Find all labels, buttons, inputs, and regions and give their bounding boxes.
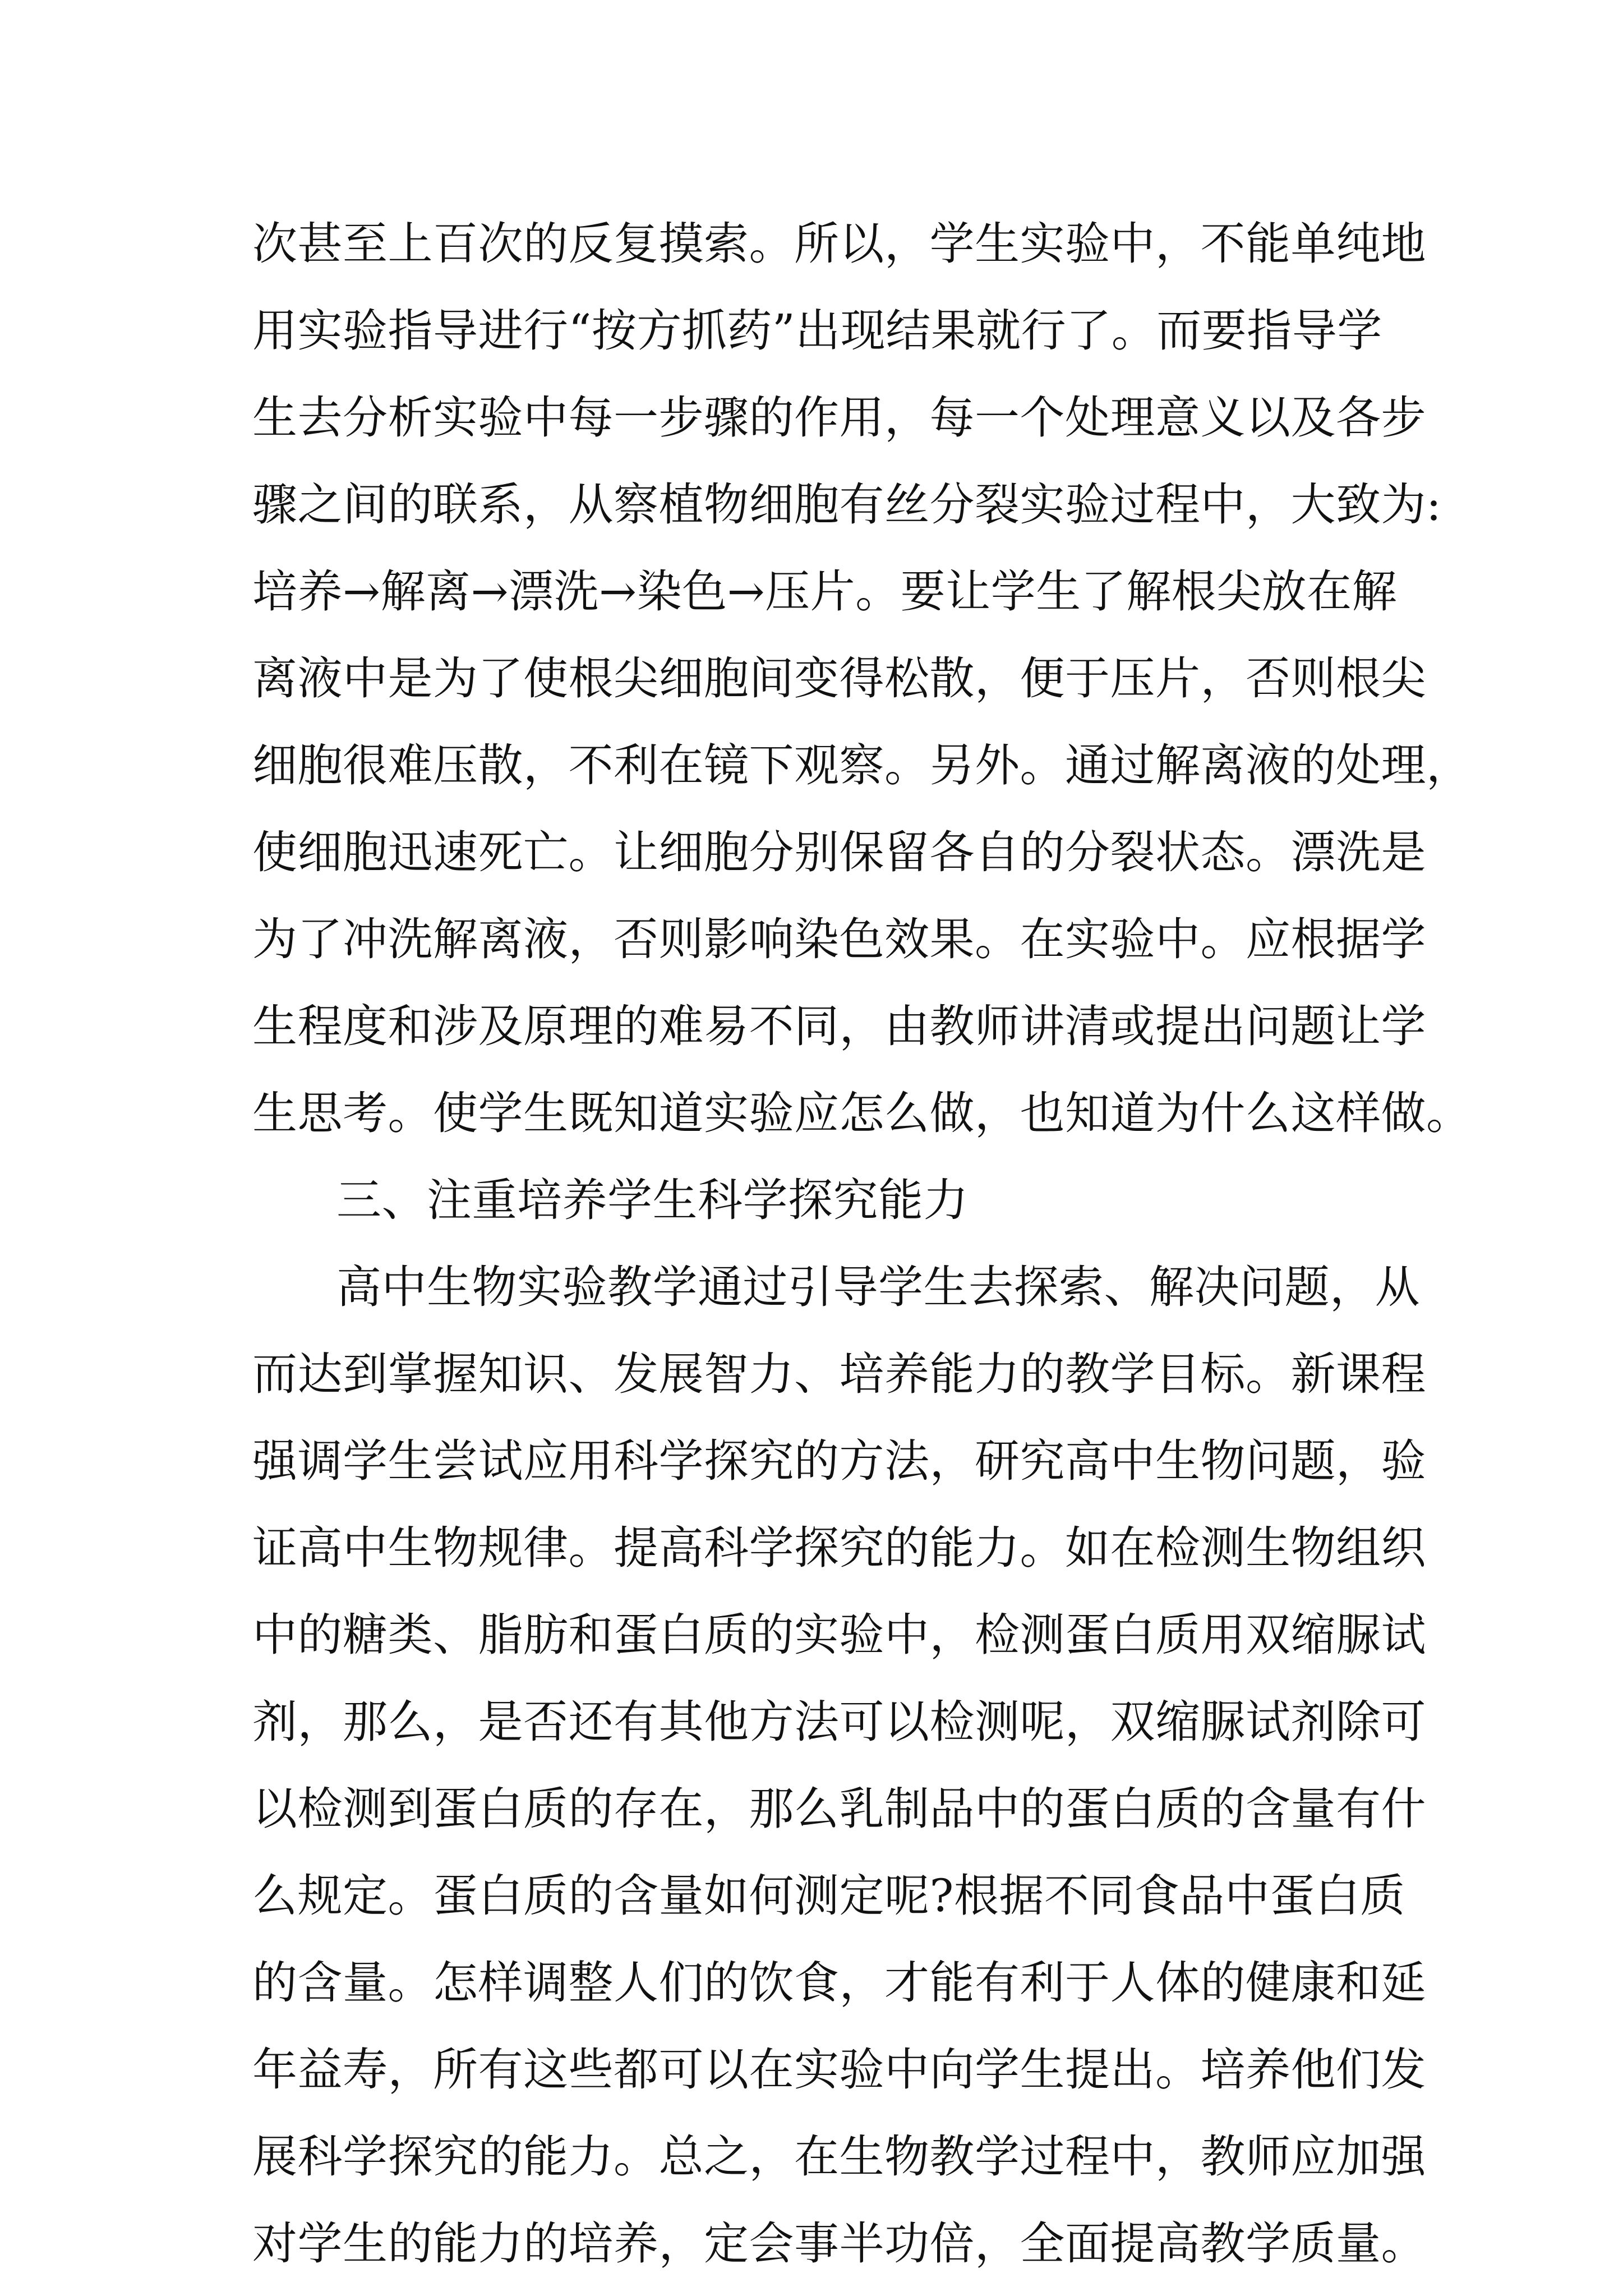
text-line: 用实验指导进行“按方抓药”出现结果就行了。而要指导学: [252, 305, 1382, 357]
text-line: 中的糖类、脂肪和蛋白质的实验中，检测蛋白质用双缩脲试: [252, 1609, 1426, 1661]
text-line: 而达到掌握知识、发展智力、培养能力的教学目标。新课程: [252, 1348, 1426, 1400]
text-line: 生程度和涉及原理的难易不同，由教师讲清或提出问题让学: [252, 1000, 1426, 1052]
text-line: 剂，那么，是否还有其他方法可以检测呢，双缩脲试剂除可: [252, 1696, 1426, 1748]
text-line: 生思考。使学生既知道实验应怎么做，也知道为什么这样做。: [252, 1087, 1472, 1139]
text-line: 么规定。蛋白质的含量如何测定呢?根据不同食品中蛋白质: [252, 1870, 1405, 1922]
text-line: 对学生的能力的培养，定会事半功倍，全面提高教学质量。: [252, 2217, 1426, 2270]
text-line: 离液中是为了使根尖细胞间变得松散，便于压片，否则根尖: [252, 652, 1426, 705]
text-line: 证高中生物规律。提高科学探究的能力。如在检测生物组织: [252, 1522, 1426, 1574]
text-line: 培养→解离→漂洗→染色→压片。要让学生了解根尖放在解: [252, 565, 1398, 618]
text-line: 生去分析实验中每一步骤的作用，每一个处理意义以及各步: [252, 392, 1426, 444]
text-line: 高中生物实验教学通过引导学生去探索、解决问题，从: [336, 1261, 1420, 1313]
text-line: 的含量。怎样调整人们的饮食，才能有利于人体的健康和延: [252, 1957, 1426, 2009]
section-heading: 三、注重培养学生科学探究能力: [336, 1174, 969, 1226]
text-line: 细胞很难压散，不利在镜下观察。另外。通过解离液的处理，: [252, 739, 1472, 792]
text-line: 强调学生尝试应用科学探究的方法，研究高中生物问题，验: [252, 1435, 1426, 1487]
text-line: 使细胞迅速死亡。让细胞分别保留各自的分裂状态。漂洗是: [252, 826, 1426, 878]
text-line: 展科学探究的能力。总之，在生物教学过程中，教师应加强: [252, 2131, 1426, 2183]
text-line: 次甚至上百次的反复摸索。所以，学生实验中，不能单纯地: [252, 218, 1426, 270]
text-line: 骤之间的联系，从察植物细胞有丝分裂实验过程中，大致为:: [252, 478, 1442, 531]
text-line: 为了冲洗解离液，否则影响染色效果。在实验中。应根据学: [252, 913, 1426, 965]
text-line: 年益寿，所有这些都可以在实验中向学生提出。培养他们发: [252, 2044, 1426, 2096]
text-line: 以检测到蛋白质的存在，那么乳制品中的蛋白质的含量有什: [252, 1783, 1426, 1835]
